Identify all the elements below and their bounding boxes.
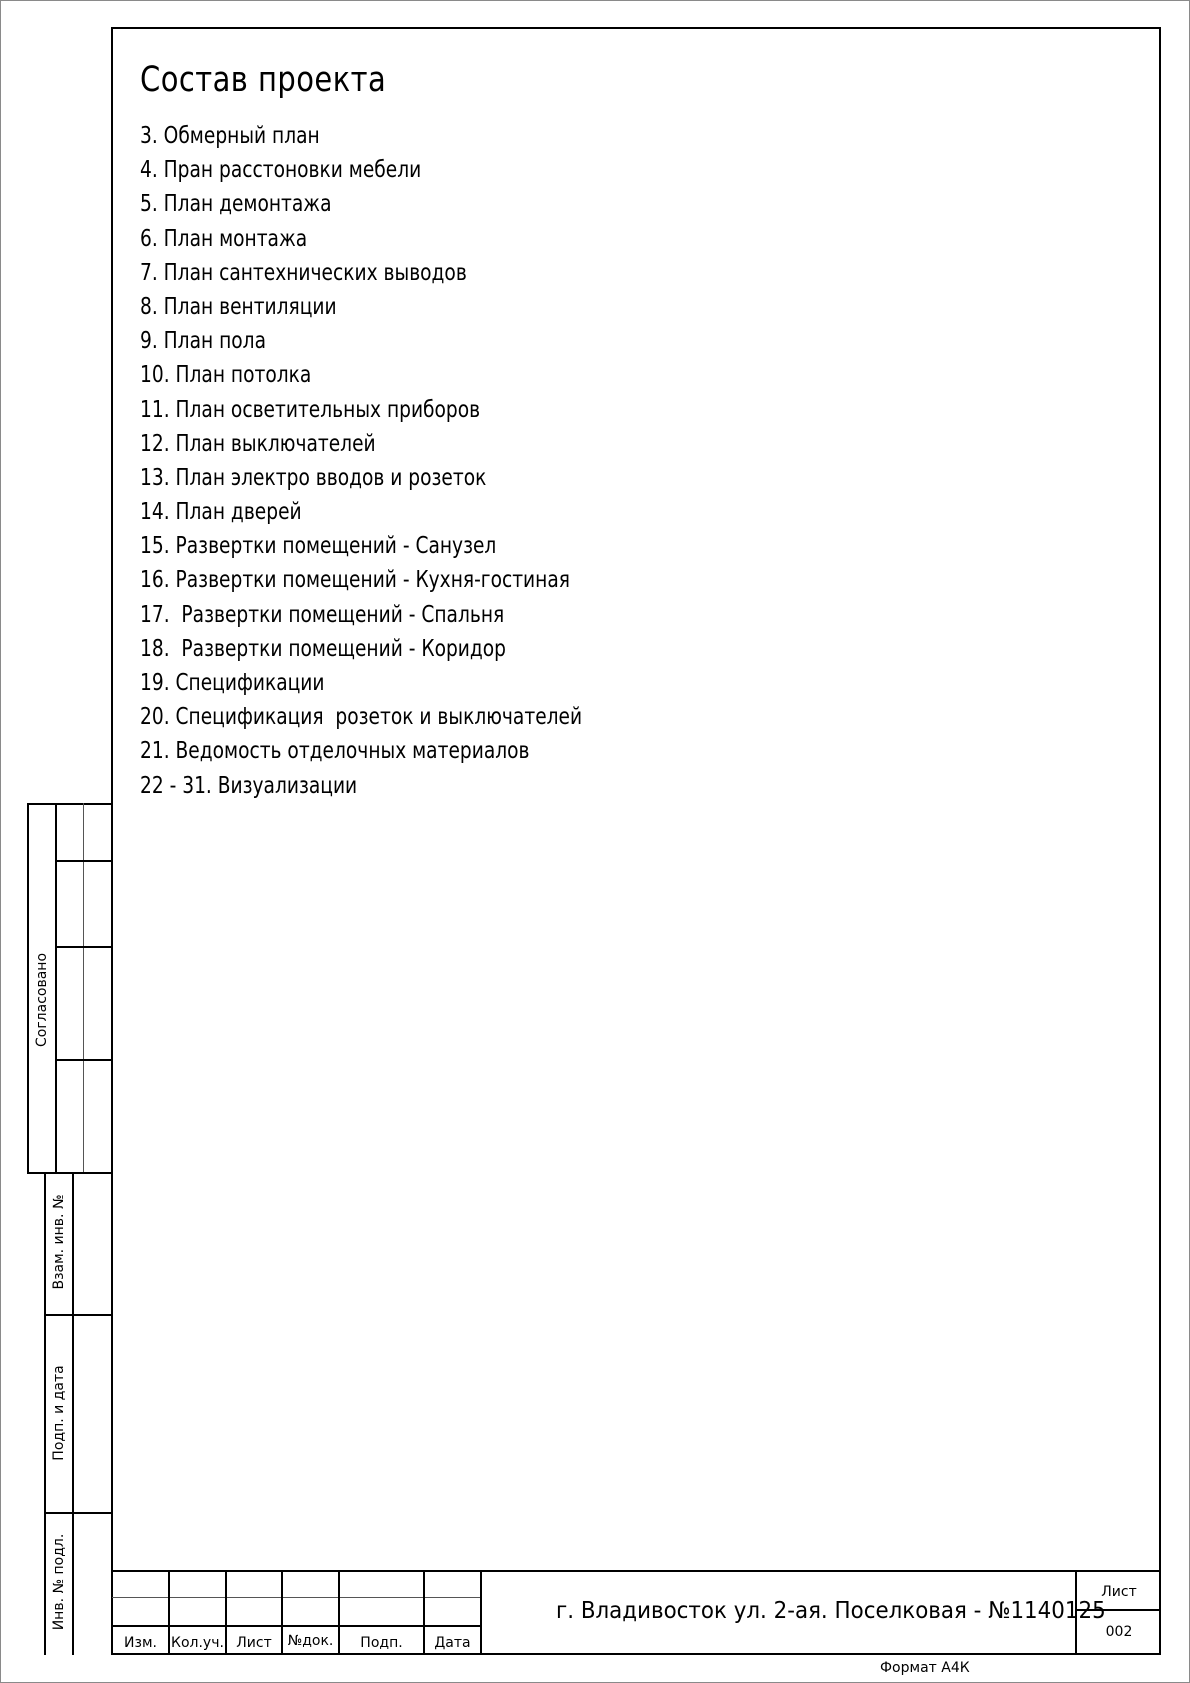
list-item: 14. План дверей bbox=[140, 499, 302, 526]
stamp-line bbox=[28, 803, 112, 805]
stamp-line bbox=[56, 1059, 112, 1061]
list-item: 21. Ведомость отделочных материалов bbox=[140, 738, 530, 765]
column-label-sheet: Лист bbox=[236, 1635, 272, 1651]
list-item: 11. План осветительных приборов bbox=[140, 396, 481, 423]
stamp-line bbox=[44, 1512, 112, 1514]
paper-format: Формат А4К bbox=[880, 1660, 970, 1676]
list-item: 3. Обмерный план bbox=[140, 123, 320, 149]
list-item: 10. План потолка bbox=[140, 362, 312, 389]
list-item: 20. Спецификация розеток и выключателей bbox=[140, 704, 583, 731]
list-item: 4. Пран расстоновки мебели bbox=[140, 157, 422, 184]
stamp-line bbox=[55, 803, 57, 1174]
column-label-date: Дата bbox=[434, 1635, 471, 1651]
project-address: г. Владивосток ул. 2-ая. Поселковая - №1140125 bbox=[556, 1598, 1106, 1624]
column-label-signature: Подп. bbox=[360, 1635, 403, 1651]
sheet-label: Лист bbox=[1101, 1584, 1137, 1600]
list-item: 17. Развертки помещений - Спальня bbox=[140, 601, 505, 628]
list-item: 16. Развертки помещений - Кухня-гостиная bbox=[140, 567, 570, 594]
column-label-document: №док. bbox=[287, 1633, 334, 1649]
list-item: 5. План демонтажа bbox=[140, 191, 332, 218]
stamp-line bbox=[72, 1173, 74, 1655]
contents-list bbox=[140, 119, 631, 803]
stamp-line bbox=[27, 803, 29, 1174]
stamp-line bbox=[56, 860, 112, 862]
column-label-quantity: Кол.уч. bbox=[171, 1635, 224, 1651]
stamp-line bbox=[83, 803, 84, 1174]
agreed-label: Согласовано bbox=[34, 952, 50, 1048]
list-item: 13. План электро вводов и розеток bbox=[140, 464, 487, 491]
page-title: Состав проекта bbox=[140, 60, 387, 100]
list-item: 7. План сантехнических выводов bbox=[140, 259, 467, 286]
interchange-inv-label: Взам. инв. № bbox=[51, 1194, 67, 1290]
list-item: 9. План пола bbox=[140, 328, 266, 355]
list-item: 15. Развертки помещений - Санузел bbox=[140, 533, 497, 560]
signature-date-label: Подп. и дата bbox=[51, 1365, 67, 1461]
sheet-number: 002 bbox=[1105, 1624, 1133, 1640]
original-inv-label: Инв. № подл. bbox=[51, 1533, 67, 1631]
stamp-line bbox=[44, 1314, 112, 1316]
list-item: 18. Развертки помещений - Коридор bbox=[140, 635, 506, 662]
title-block-line bbox=[112, 1570, 1161, 1572]
stamp-line bbox=[56, 946, 112, 948]
list-item: 22 - 31. Визуализации bbox=[140, 772, 358, 799]
list-item: 8. План вентиляции bbox=[140, 293, 337, 320]
stamp-line bbox=[44, 1173, 46, 1655]
list-item: 6. План монтажа bbox=[140, 225, 308, 252]
stamp-line bbox=[28, 1172, 112, 1174]
list-item: 19. Спецификации bbox=[140, 670, 325, 696]
list-item: 12. План выключателей bbox=[140, 430, 376, 457]
column-label-change: Изм. bbox=[124, 1635, 157, 1651]
